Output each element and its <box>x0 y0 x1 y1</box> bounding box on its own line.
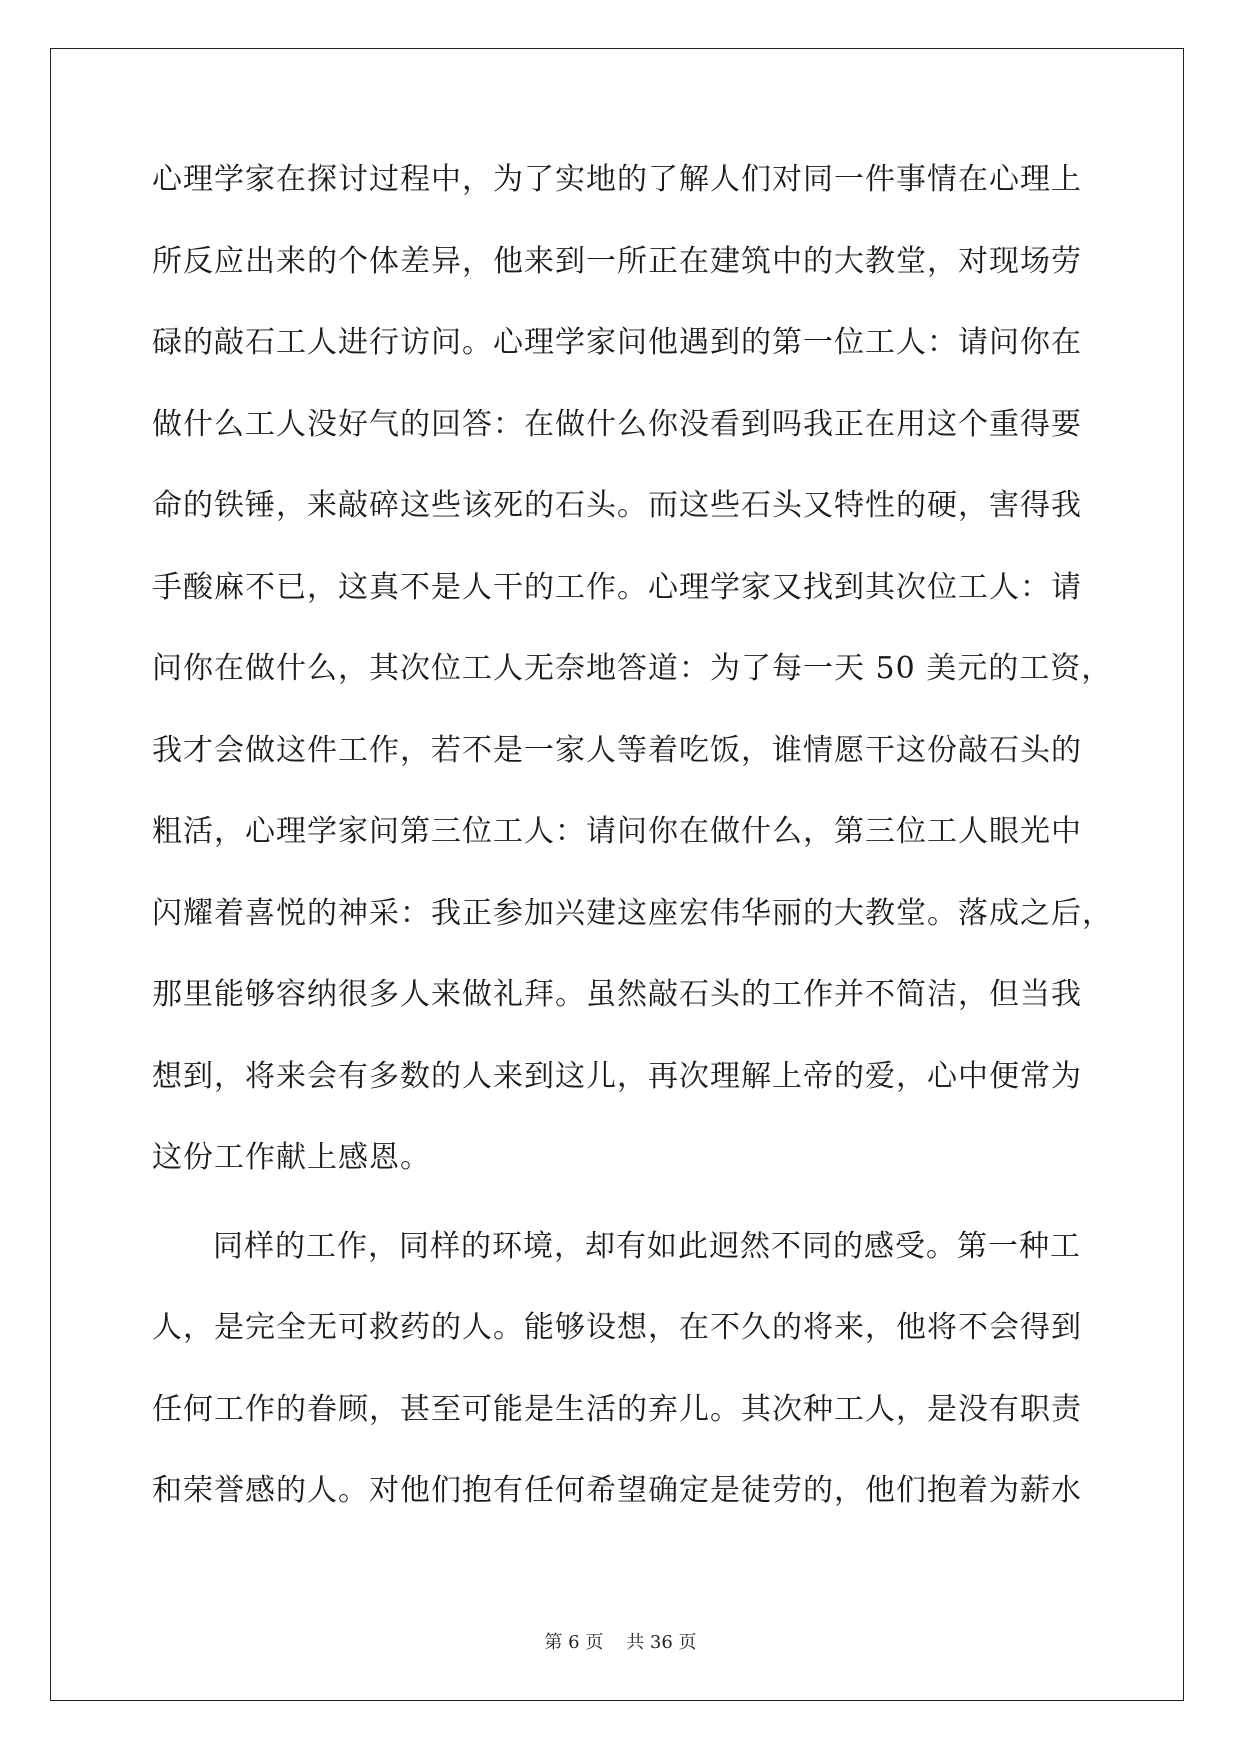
text-line: 手酸麻不已，这真不是人干的工作。心理学家又找到其次位工人：请 <box>152 569 1082 605</box>
text-line: 心理学家在探讨过程中，为了实地的了解人们对同一件事情在心理上 <box>152 162 1082 197</box>
text-line: 任何工作的眷顾，甚至可能是生活的弃儿。其次种工人，是没有职责 <box>152 1391 1082 1427</box>
paragraph-1 <box>152 162 1113 1225</box>
page-number-label: 第 6 页 共 36 页 <box>544 1632 697 1653</box>
text-line: 问你在做什么，其次位工人无奈地答道：为了每一天 50 美元的工资， <box>152 651 1113 686</box>
text-line-indented: 同样的工作，同样的环境，却有如此迥然不同的感受。第一种工 <box>213 1228 1081 1264</box>
text-line: 碌的敲石工人进行访问。心理学家问他遇到的第一位工人：请问你在 <box>152 325 1082 360</box>
text-line: 闪耀着喜悦的神采：我正参加兴建这座宏伟华丽的大教堂。落成之后， <box>152 895 1113 931</box>
text-line: 所反应出来的个体差异，他来到一所正在建筑中的大教堂，对现场劳 <box>152 243 1082 279</box>
text-line: 我才会做这件工作，若不是一家人等着吃饭，谁情愿干这份敲石头的 <box>152 732 1082 768</box>
text-line: 做什么工人没好气的回答：在做什么你没看到吗我正在用这个重得要 <box>152 406 1082 442</box>
text-line: 和荣誉感的人。对他们抱有任何希望确定是徒劳的，他们抱着为薪水 <box>152 1473 1082 1508</box>
text-line: 粗活，心理学家问第三位工人：请问你在做什么，第三位工人眼光中 <box>152 814 1082 849</box>
text-line: 想到，将来会有多数的人来到这儿，再次理解上帝的爱，心中便常为 <box>152 1058 1082 1094</box>
document-body <box>152 162 1113 1558</box>
page-footer <box>0 1633 1241 1653</box>
text-line: 命的铁锤，来敲碎这些该死的石头。而这些石头又特性的硬，害得我 <box>152 488 1082 523</box>
text-line: 人，是完全无可救药的人。能够设想，在不久的将来，他将不会得到 <box>152 1310 1082 1345</box>
text-line: 这份工作献上感恩。 <box>152 1140 431 1175</box>
text-line: 那里能够容纳很多人来做礼拜。虽然敲石头的工作并不简洁，但当我 <box>152 977 1082 1012</box>
paragraph-2 <box>152 1228 1092 1558</box>
